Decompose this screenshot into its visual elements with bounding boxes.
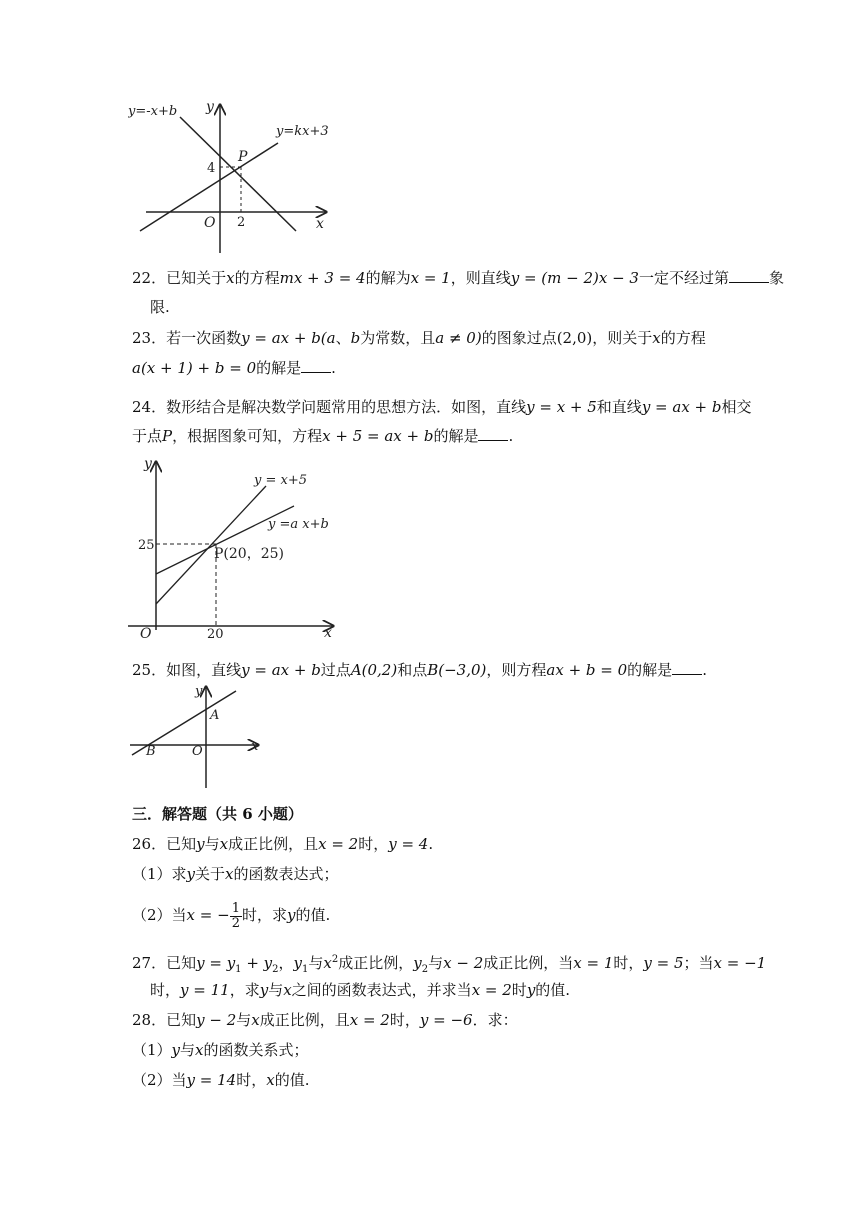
point-b: B [146, 744, 156, 759]
line-x-plus-5 [156, 486, 266, 604]
origin: O [204, 215, 216, 231]
question-22-cont: 限. [150, 298, 170, 316]
point-a: A [210, 708, 220, 723]
question-28: 28．已知y − 2与x成正比例，且x = 2时，y = −6．求： [132, 1011, 518, 1029]
question-23: 23．若一次函数y = ax + b(a、b为常数，且a ≠ 0)的图象过点(2,0)，则关于x的方程 [132, 329, 706, 347]
axis-x-label: x [251, 739, 259, 754]
question-28-part1: （1）y与x的函数关系式； [132, 1041, 309, 1059]
answer-blank [301, 358, 331, 373]
point-p: P [238, 149, 248, 165]
question-26: 26．已知y与x成正比例，且x = 2时，y = 4. [132, 835, 434, 853]
question-24: 24．数形结合是解决数学问题常用的思想方法．如图，直线y = x + 5和直线y = ax + b相交 [132, 398, 752, 416]
line1-label: y = x+5 [254, 473, 307, 488]
origin: O [140, 626, 152, 640]
question-28-part2: （2）当y = 14时，x的值. [132, 1071, 310, 1089]
axis-y-label: y [195, 684, 203, 699]
tick-y: 25 [138, 538, 155, 553]
line2-label: y =a x+b [268, 517, 329, 532]
axis-y-label: y [206, 99, 214, 115]
answer-blank [729, 268, 769, 283]
tick-y: 4 [207, 161, 216, 176]
answer-blank [478, 426, 508, 441]
axis-y-label: y [144, 456, 152, 472]
question-24-cont: 于点P，根据图象可知，方程x + 5 = ax + b的解是 . [132, 427, 514, 445]
point-p: P(20，25) [214, 546, 284, 562]
section-heading: 三．解答题（共 6 小题） [132, 805, 303, 823]
fraction: $\frac{1}{2}$ [231, 900, 240, 931]
question-26-part2: （2）当x = − $\frac{1}{2}$ 时，求y的值. [132, 900, 331, 931]
question-26-part1: （1）求y关于x的函数表达式； [132, 865, 339, 883]
figure-1 [128, 95, 343, 260]
figure-2 [128, 452, 343, 640]
origin: O [192, 744, 203, 759]
label-line1: y=-x+b [128, 104, 178, 119]
axis-x-label: x [324, 625, 332, 640]
axis-x-label: x [316, 216, 324, 232]
question-27-cont: 时，y = 11，求y与x之间的函数表达式，并求当x = 2时y的值. [150, 981, 571, 999]
label-line2: y=kx+3 [276, 124, 329, 139]
tick-x: 20 [207, 627, 224, 640]
question-27: 27．已知$y = y_1 + y_2$，$y_1$与$x^2$成正比例，$y_2$与x − 2成正比例，当x = 1时，y = 5；当x = −1 [132, 954, 767, 975]
figure-3 [128, 683, 268, 793]
question-25: 25．如图，直线y = ax + b过点A(0,2)和点B(−3,0)，则方程ax + b = 0的解是 . [132, 661, 707, 679]
question-22: 22．已知关于x的方程mx + 3 = 4的解为x = 1，则直线y = (m − 2)x − 3一定不经过第 象 [132, 269, 785, 287]
tick-x: 2 [237, 215, 246, 230]
question-23-cont: a(x + 1) + b = 0的解是 . [132, 359, 336, 377]
answer-blank [672, 660, 702, 675]
